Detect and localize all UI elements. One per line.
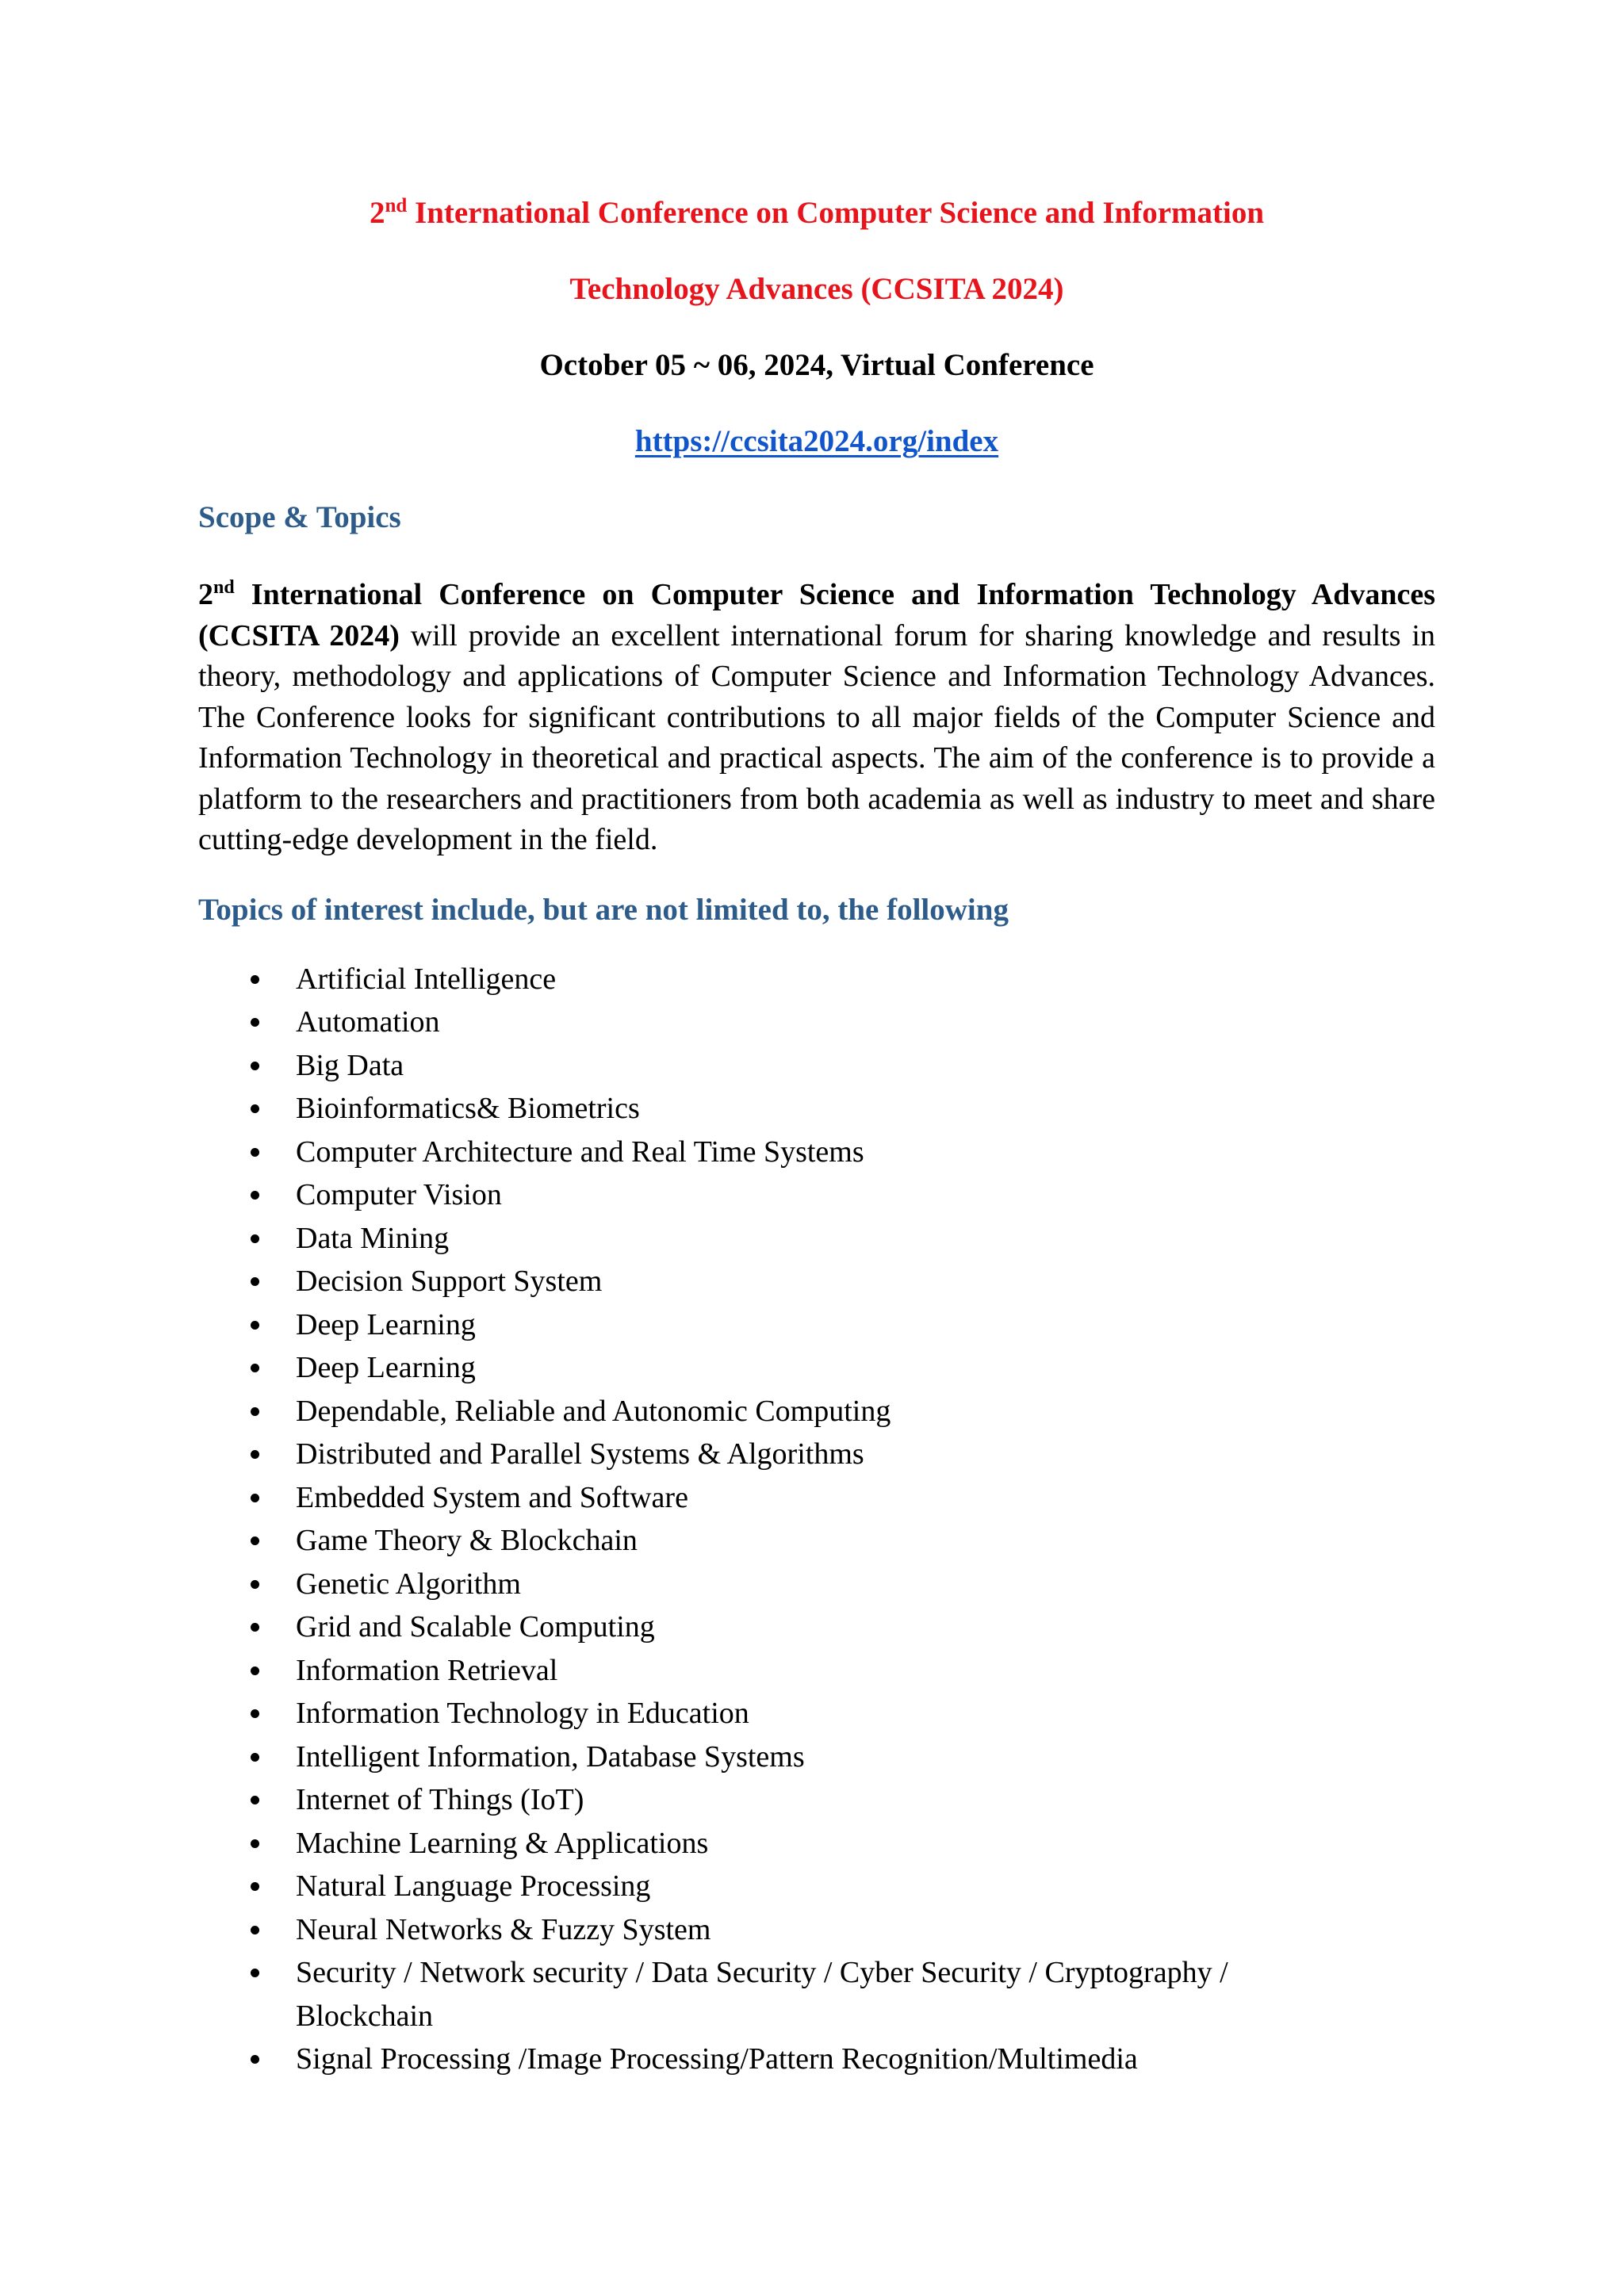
topic-text: Dependable, Reliable and Autonomic Computing — [296, 1394, 891, 1428]
bullet-icon — [251, 1926, 259, 1934]
bullet-icon — [251, 1839, 259, 1848]
topic-list-item — [198, 1735, 1435, 1779]
topic-text: Signal Processing /Image Processing/Pattern Recognition/Multimedia — [296, 2042, 1138, 2076]
topic-list-item — [198, 1433, 1435, 1476]
bullet-icon — [251, 1623, 259, 1632]
topic-list-item — [198, 1390, 1435, 1433]
bullet-icon — [251, 1407, 259, 1416]
bullet-icon — [251, 1796, 259, 1804]
bullet-icon — [251, 2055, 259, 2064]
topic-text: Data Mining — [296, 1221, 450, 1255]
conference-dates: October 05 ~ 06, 2024, Virtual Conference — [539, 348, 1094, 382]
bullet-icon — [251, 1191, 259, 1200]
topic-text: Big Data — [296, 1048, 404, 1082]
topic-list-item — [198, 958, 1435, 1001]
topic-text: Embedded System and Software — [296, 1480, 688, 1514]
intro-ordinal-suffix: nd — [213, 577, 235, 598]
intro-ordinal-number: 2 — [198, 578, 213, 611]
title-line-1-text: International Conference on Computer Science and Information — [407, 196, 1265, 230]
bullet-icon — [251, 1234, 259, 1243]
topic-list-item — [198, 1260, 1435, 1303]
topic-text: Genetic Algorithm — [296, 1567, 521, 1601]
intro-body-text: will provide an excellent international forum for sharing knowledge and results in theory, methodology and applications of Computer Science and Information Technology Advances. The Conference looks for significant contributions to all major fields of the Computer Science and Information Technology in theoretical and practical aspects. The aim of the conference is to provide a platform to the researchers and practitioners from both academia as well as industry to meet and share cutting-edge development in the field. — [198, 618, 1435, 856]
conference-title-line-2: Technology Advances (CCSITA 2024) — [569, 272, 1064, 306]
scope-paragraph — [198, 575, 1435, 861]
topic-list-item — [198, 1649, 1435, 1693]
title-ordinal-suffix: nd — [385, 195, 408, 216]
topic-list-item — [198, 1908, 1435, 1952]
topic-text: Distributed and Parallel Systems & Algorithms — [296, 1437, 864, 1471]
intro-bold-text: International Conference on Computer Science and Information Technology Advances (CCSITA 2024) — [198, 578, 1435, 652]
topic-list-item — [198, 1778, 1435, 1822]
topic-text: Deep Learning — [296, 1307, 476, 1341]
bullet-icon — [251, 1969, 259, 1977]
topic-list-item — [198, 1476, 1435, 1520]
topic-text: Computer Architecture and Real Time Systems — [296, 1135, 864, 1169]
title-ordinal-number: 2 — [369, 196, 385, 230]
bullet-icon — [251, 1882, 259, 1891]
topic-text: Automation — [296, 1005, 440, 1039]
topic-list-item — [198, 1605, 1435, 1649]
topic-list-item — [198, 1303, 1435, 1347]
bullet-icon — [251, 1062, 259, 1070]
topic-text: Artificial Intelligence — [296, 962, 557, 996]
bullet-icon — [251, 1450, 259, 1459]
topic-text: Machine Learning & Applications — [296, 1826, 709, 1860]
bullet-icon — [251, 1364, 259, 1372]
bullet-icon — [251, 975, 259, 984]
topic-text: Information Retrieval — [296, 1653, 558, 1687]
topic-list-item — [198, 1865, 1435, 1908]
topic-text: Security / Network security / Data Security / Cyber Security / Cryptography / Blockchain — [296, 1956, 1228, 2033]
topic-list-item — [198, 1519, 1435, 1563]
topic-list-item — [198, 1217, 1435, 1261]
topic-text: Intelligent Information, Database Systems — [296, 1739, 805, 1774]
bullet-icon — [251, 1148, 259, 1157]
topic-list-item — [198, 1951, 1435, 2038]
topic-text: Internet of Things (IoT) — [296, 1783, 584, 1816]
bullet-icon — [251, 1536, 259, 1545]
topics-heading: Topics of interest include, but are not limited to, the following — [198, 892, 1009, 927]
scope-heading: Scope & Topics — [198, 500, 401, 534]
topic-list-item — [198, 1346, 1435, 1390]
conference-url-line — [198, 423, 1435, 461]
topic-text: Deep Learning — [296, 1351, 476, 1384]
topic-list-item — [198, 1563, 1435, 1606]
topic-text: Neural Networks & Fuzzy System — [296, 1912, 711, 1946]
bullet-icon — [251, 1104, 259, 1113]
topic-text: Decision Support System — [296, 1265, 603, 1298]
bullet-icon — [251, 1753, 259, 1762]
conference-title-line-1 — [198, 194, 1435, 232]
bullet-icon — [251, 1018, 259, 1027]
topic-text: Bioinformatics& Biometrics — [296, 1092, 640, 1125]
topic-list-item — [198, 1822, 1435, 1866]
topic-list-item — [198, 1131, 1435, 1174]
bullet-icon — [251, 1667, 259, 1675]
topic-text: Game Theory & Blockchain — [296, 1524, 638, 1557]
topic-text: Computer Vision — [296, 1178, 502, 1211]
topic-list-item — [198, 2038, 1435, 2081]
topic-text: Information Technology in Education — [296, 1697, 749, 1730]
conference-website-link[interactable]: https://ccsita2024.org/index — [634, 424, 999, 458]
bullet-icon — [251, 1494, 259, 1502]
topic-list-item — [198, 1173, 1435, 1217]
bullet-icon — [251, 1709, 259, 1718]
topic-list-item — [198, 1692, 1435, 1735]
bullet-icon — [251, 1277, 259, 1286]
topic-list-item — [198, 1044, 1435, 1088]
topics-list — [198, 958, 1435, 2081]
topic-list-item — [198, 1001, 1435, 1044]
bullet-icon — [251, 1580, 259, 1589]
topic-list-item — [198, 1087, 1435, 1131]
topic-text: Natural Language Processing — [296, 1869, 651, 1903]
topic-text: Grid and Scalable Computing — [296, 1610, 655, 1644]
bullet-icon — [251, 1321, 259, 1330]
